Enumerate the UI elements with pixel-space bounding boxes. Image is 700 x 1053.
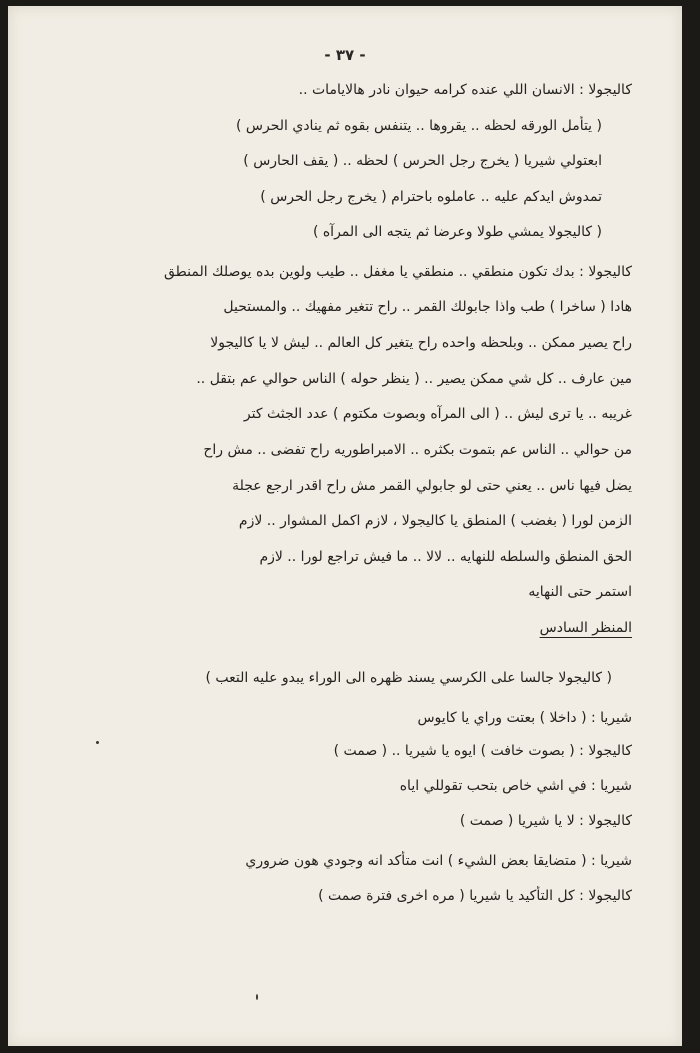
dialogue-line: شيريا : ( داخلا ) بعتت وراي يا كايوس	[417, 710, 632, 726]
text-line: غريبه .. يا ترى ليش .. ( الى المرآه وبصوت مكتوم ) عدد الجثث كتر	[243, 406, 632, 422]
text-line: الزمن لورا ( بغضب ) المنطق يا كاليجولا ، لازم اكمل المشوار .. لازم	[238, 513, 632, 529]
text-line: استمر حتى النهايه	[528, 584, 632, 600]
page-number: - ٣٧ -	[324, 46, 366, 64]
scene-heading: المنظر السادس	[539, 620, 632, 636]
text-line: الحق المنطق والسلطه للنهايه .. لالا .. ما فيش تراجع لورا .. لازم	[259, 549, 632, 565]
stage-direction-line: ( كاليجولا يمشي طولا وعرضا ثم يتجه الى المرآه )	[312, 224, 602, 240]
stage-direction-line: ( يتأمل الورقه لحظه .. يقروها .. يتنفس بقوه ثم ينادي الحرس )	[236, 118, 602, 134]
dialogue-line: كاليجولا : كل التأكيد يا شيريا ( مره اخرى فترة صمت )	[318, 888, 632, 904]
text-line: من حوالي .. الناس عم بتموت بكثره .. الامبراطوريه راح تفضى .. مش راح	[203, 442, 632, 458]
ink-speck	[256, 994, 258, 1000]
text-line: كاليجولا : بدك تكون منطقي .. منطقي يا مغفل .. طيب ولوين بده يوصلك المنطق	[163, 264, 632, 280]
dialogue-line: شيريا : ( متضايقا بعض الشيء ) انت متأكد انه وجودي هون ضروري	[245, 853, 632, 869]
dialogue-line: كاليجولا : ( بصوت خافت ) ايوه يا شيريا .. ( صمت )	[333, 743, 632, 759]
dialogue-line: شيريا : في اشي خاص بتحب تقوللي اياه	[399, 778, 632, 794]
text-line: مين عارف .. كل شي ممكن يصير .. ( ينظر حوله ) الناس حوالي عم بتقل ..	[196, 371, 632, 387]
dialogue-line: كاليجولا : لا يا شيريا ( صمت )	[459, 813, 632, 829]
stage-direction-line: ( كاليجولا جالسا على الكرسي يسند ظهره الى الوراء يبدو عليه التعب )	[205, 670, 612, 686]
ink-speck	[96, 741, 99, 744]
text-line: هادا ( ساخرا ) طب واذا جابولك القمر .. راح تتغير مفهيك .. والمستحيل	[223, 299, 632, 315]
text-line: يضل فيها ناس .. يعني حتى لو جابولي القمر مش راح اقدر ارجع عجلة	[232, 478, 632, 494]
text-line: تمدوش ايدكم عليه .. عاملوه باحترام ( يخرج رجل الحرس )	[260, 189, 602, 205]
text-line: ابعتولي شيريا ( يخرج رجل الحرس ) لحظه .. ( يقف الحارس )	[243, 153, 602, 169]
document-page	[8, 6, 682, 1046]
text-line: كاليجولا : الانسان اللي عنده كرامه حيوان نادر هالايامات ..	[298, 82, 632, 98]
text-line: راح يصير ممكن .. وبلحظه واحده راح يتغير كل العالم .. ليش لا يا كاليجولا	[210, 335, 632, 351]
